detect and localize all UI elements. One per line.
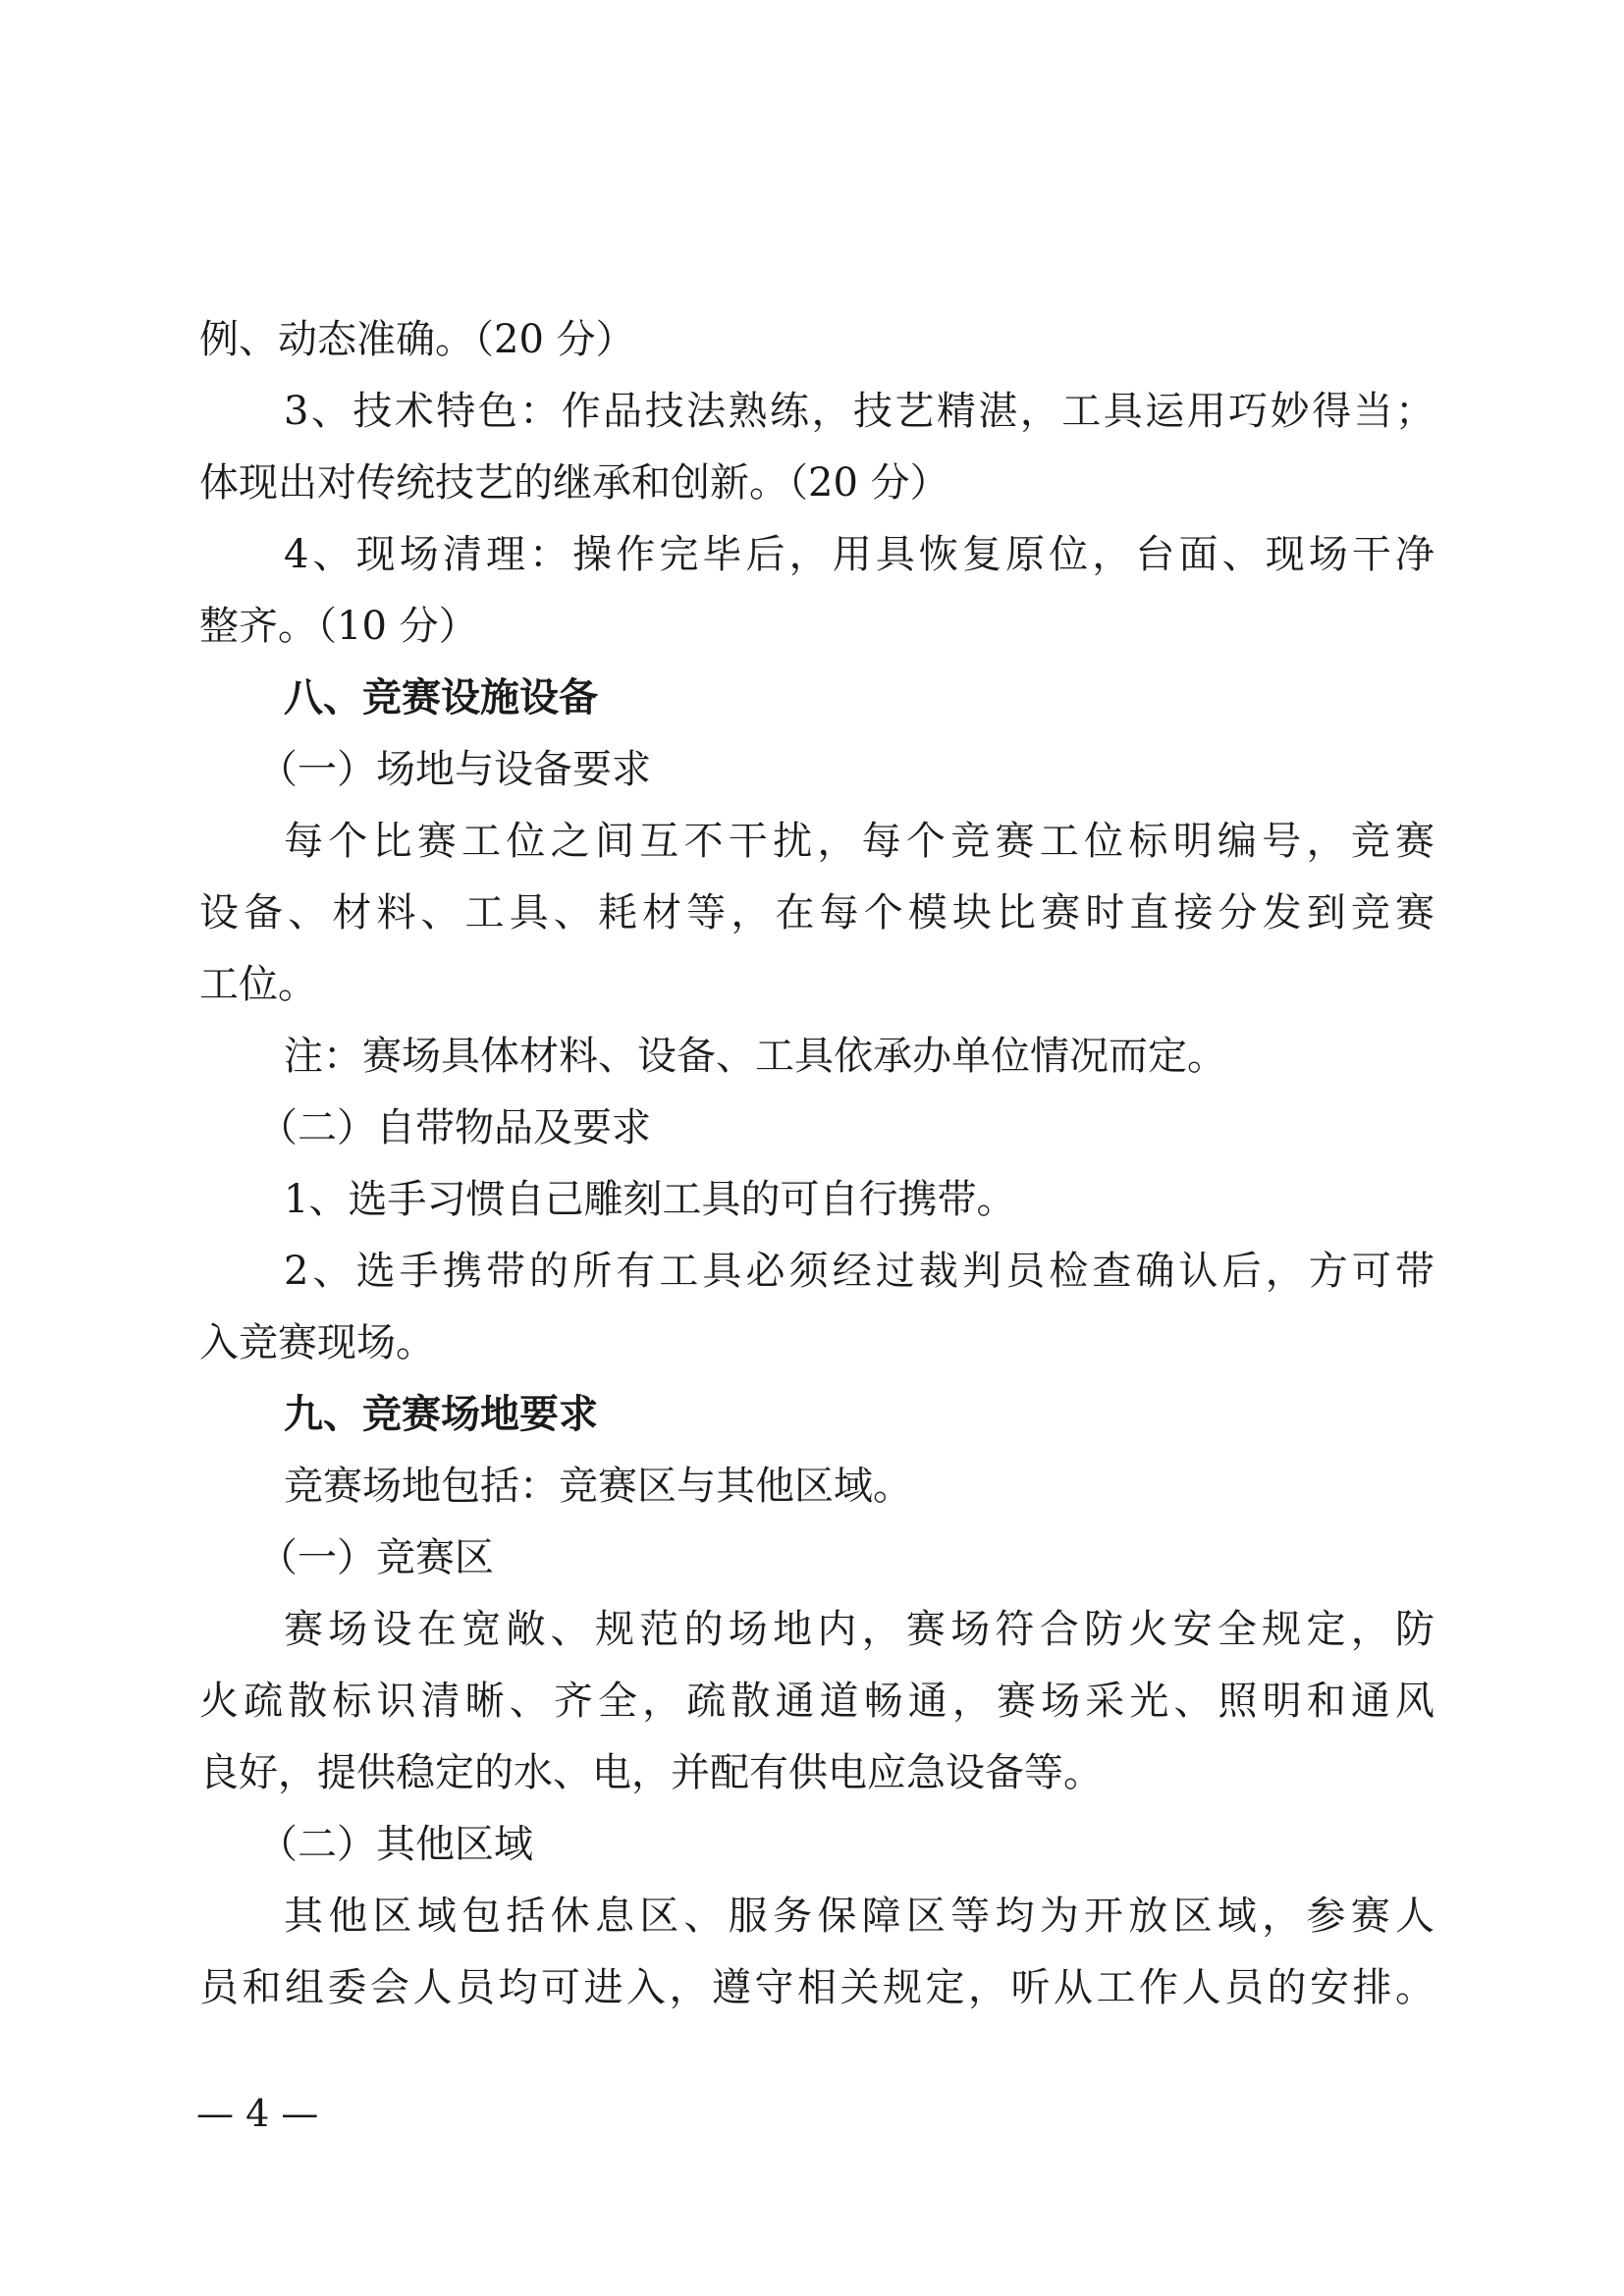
section-heading-facilities: 八、竞赛设施设备 bbox=[284, 675, 598, 721]
paragraph-line: 3、技术特色：作品技法熟练，技艺精湛，工具运用巧妙得当； bbox=[284, 389, 1435, 434]
section-heading-venue: 九、竞赛场地要求 bbox=[284, 1392, 598, 1437]
subsection-heading: （一）竞赛区 bbox=[258, 1535, 494, 1580]
paragraph-line: 火疏散标识清晰、齐全，疏散通道畅通，赛场采光、照明和通风 bbox=[199, 1679, 1435, 1724]
paragraph-line: 竞赛场地包括：竞赛区与其他区域。 bbox=[284, 1464, 912, 1509]
subsection-heading: （二）自带物品及要求 bbox=[258, 1105, 651, 1150]
paragraph-line: 设备、材料、工具、耗材等，在每个模块比赛时直接分发到竞赛 bbox=[199, 890, 1435, 935]
paragraph-line: 4、现场清理：操作完毕后，用具恢复原位，台面、现场干净 bbox=[284, 532, 1435, 577]
paragraph-line: 赛场设在宽敞、规范的场地内，赛场符合防火安全规定，防 bbox=[284, 1607, 1435, 1652]
paragraph-line: 整齐。（10 分） bbox=[199, 604, 478, 649]
paragraph-line: 其他区域包括休息区、服务保障区等均为开放区域，参赛人 bbox=[284, 1894, 1435, 1939]
paragraph-line: 体现出对传统技艺的继承和创新。（20 分） bbox=[199, 460, 949, 506]
note-line: 注：赛场具体材料、设备、工具依承办单位情况而定。 bbox=[284, 1034, 1226, 1079]
page-number: — 4 — bbox=[196, 2092, 319, 2135]
subsection-heading: （二）其他区域 bbox=[258, 1822, 533, 1867]
paragraph-line: 每个比赛工位之间互不干扰，每个竞赛工位标明编号，竞赛 bbox=[284, 819, 1435, 864]
paragraph-line: 2、选手携带的所有工具必须经过裁判员检查确认后，方可带 bbox=[284, 1249, 1435, 1294]
document-body bbox=[199, 304, 1435, 2024]
paragraph-line: 良好，提供稳定的水、电，并配有供电应急设备等。 bbox=[199, 1750, 1103, 1795]
paragraph-line: 工位。 bbox=[199, 962, 317, 1007]
paragraph-line: 员和组委会人员均可进入，遵守相关规定，听从工作人员的安排。 bbox=[199, 1965, 1435, 2010]
paragraph-line: 入竞赛现场。 bbox=[199, 1320, 435, 1365]
subsection-heading: （一）场地与设备要求 bbox=[258, 747, 651, 792]
paragraph-line: 1、选手习惯自己雕刻工具的可自行携带。 bbox=[284, 1177, 1016, 1222]
paragraph-line: 例、动态准确。（20 分） bbox=[199, 317, 635, 362]
